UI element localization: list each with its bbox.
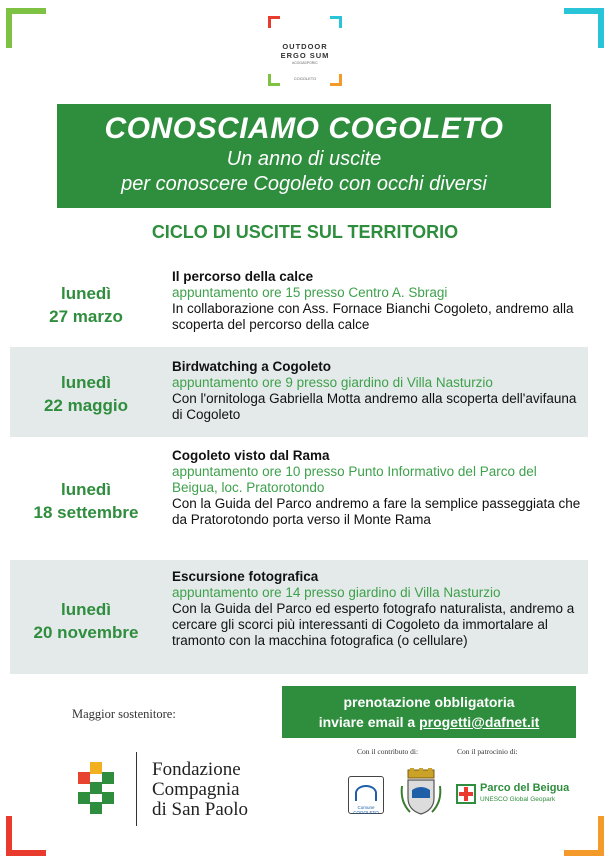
event-body xyxy=(172,359,584,423)
foundation-line-1: Fondazione xyxy=(152,759,241,780)
booking-email-prefix: inviare email a xyxy=(318,714,420,730)
event-date xyxy=(10,598,162,644)
event-day: lunedì xyxy=(60,284,112,303)
event-title: Birdwatching a Cogoleto xyxy=(172,359,332,374)
event-row xyxy=(10,347,588,437)
parco-name: Parco del Beigua xyxy=(480,782,570,794)
corner-frame-top-left xyxy=(6,8,46,48)
event-title: Escursione fotografica xyxy=(172,569,319,584)
event-row xyxy=(10,560,588,674)
event-day: lunedì xyxy=(60,600,112,619)
event-date-value: 22 maggio xyxy=(43,396,129,415)
parco-beigua-logo xyxy=(456,780,586,810)
event-appointment: appuntamento ore 9 presso giardino di Villa Nasturzio xyxy=(172,375,493,390)
corner-frame-bottom-left xyxy=(6,816,46,856)
booking-email-link[interactable]: progetti@dafnet.it xyxy=(419,714,540,730)
foundation-name xyxy=(152,760,248,820)
title-banner xyxy=(57,104,551,208)
outdoor-ergo-sum-logo xyxy=(268,16,342,86)
section-heading: CICLO DI USCITE SUL TERRITORIO xyxy=(151,222,459,242)
event-title: Cogoleto visto dal Rama xyxy=(172,448,330,463)
event-date-value: 27 marzo xyxy=(49,307,123,326)
corner-frame-bottom-right xyxy=(564,816,604,856)
event-date-value: 18 settembre xyxy=(33,503,139,522)
logo-line-2: ERGO SUM xyxy=(280,51,330,60)
event-date xyxy=(10,478,162,524)
event-description: Con l'ornitologa Gabriella Motta andremo alla scoperta dell'avifauna di Cogoleto xyxy=(172,391,577,422)
logo-line-4: COGOLETO xyxy=(293,76,317,81)
foundation-line-2: Compagnia xyxy=(152,779,240,800)
parco-cross-icon xyxy=(456,784,476,804)
booking-email-line xyxy=(282,712,576,732)
compagnia-san-paolo-logo xyxy=(74,762,118,818)
event-date-value: 20 novembre xyxy=(33,623,139,642)
event-appointment: appuntamento ore 15 presso Centro A. Sbragi xyxy=(172,285,448,300)
main-sponsor-label: Maggior sostenitore: xyxy=(72,707,176,721)
event-description: Con la Guida del Parco andremo a fare la semplice passeggiata che da Pratorotondo porta verso il Monte Rama xyxy=(172,496,581,527)
event-description: In collaborazione con Ass. Fornace Bianchi Cogoleto, andremo alla scoperta del percorso della calce xyxy=(172,301,574,332)
municipal-crest-icon xyxy=(398,768,444,818)
event-body xyxy=(172,269,584,333)
event-description: Con la Guida del Parco ed esperto fotografo naturalista, andremo a cercare gli scorci più interessanti di Cogoleto da immortalare al tramonto con la macchina fotografica (o cellulare) xyxy=(172,601,575,648)
corner-frame-top-right xyxy=(564,8,604,48)
booking-required: prenotazione obbligatoria xyxy=(343,694,515,710)
comune-cogoleto-logo xyxy=(348,776,384,814)
contribution-label: Con il contributo di: xyxy=(357,747,419,756)
event-appointment: appuntamento ore 10 presso Punto Informativo del Parco del Beigua, loc. Pratorotondo xyxy=(172,464,537,495)
event-appointment: appuntamento ore 14 presso giardino di Villa Nasturzio xyxy=(172,585,501,600)
booking-box xyxy=(282,686,576,738)
logo-line-1: OUTDOOR xyxy=(282,42,328,51)
event-date xyxy=(10,371,162,417)
patronage-label: Con il patrocinio di: xyxy=(457,747,518,756)
logo-line-3: #COGASPORIC xyxy=(292,61,318,65)
event-day: lunedì xyxy=(60,373,112,392)
subtitle-line-1: Un anno di uscite xyxy=(226,148,382,170)
subtitle-line-2: per conoscere Cogoleto con occhi diversi xyxy=(121,173,487,195)
event-day: lunedì xyxy=(60,480,112,499)
divider xyxy=(136,752,137,826)
event-date xyxy=(10,282,162,328)
event-body xyxy=(172,448,584,528)
page-title: CONOSCIAMO COGOLETO xyxy=(104,112,504,145)
parco-subtitle: UNESCO Global Geopark xyxy=(480,796,556,803)
event-row xyxy=(10,262,588,342)
comune-logo-label: Comune COGOLETO xyxy=(353,805,379,815)
event-title: Il percorso della calce xyxy=(172,269,314,284)
event-body xyxy=(172,569,584,649)
foundation-line-3: di San Paolo xyxy=(152,799,249,820)
event-row xyxy=(10,442,588,554)
